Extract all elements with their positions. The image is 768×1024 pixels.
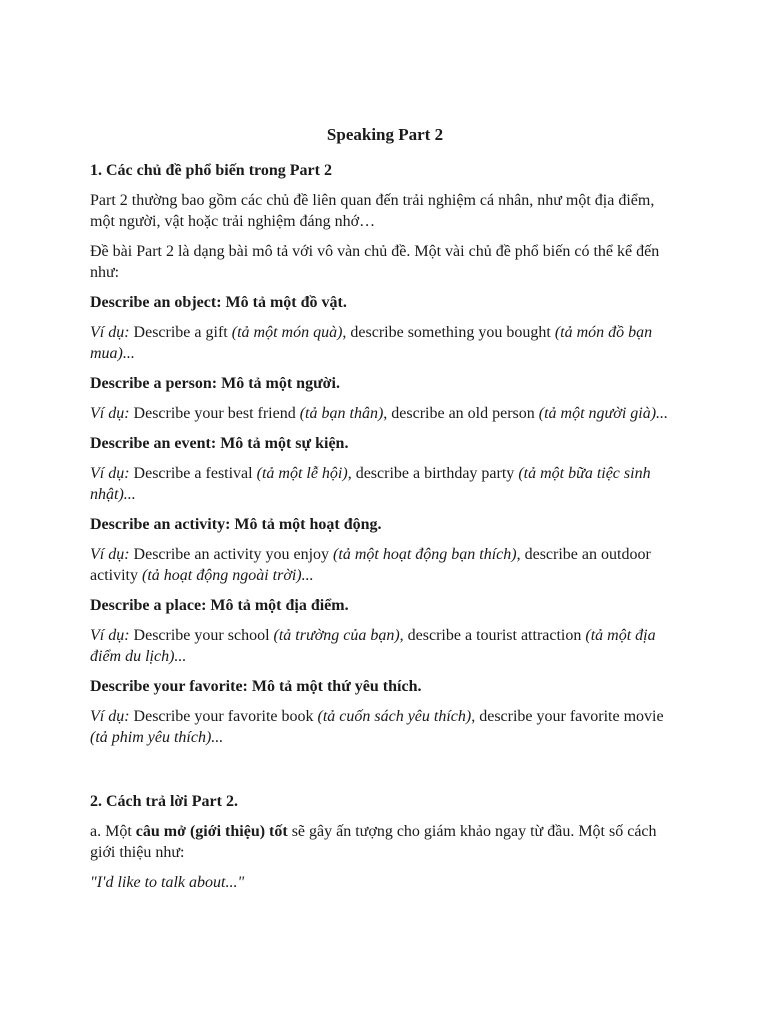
example-text: , describe your favorite movie <box>471 708 664 725</box>
topic-example-place <box>90 625 680 667</box>
example-translation: (tả hoạt động ngoài trời)... <box>141 567 314 584</box>
example-translation: (tả một bữa tiệc sinh nhật)... <box>90 465 651 503</box>
topic-heading-person: Describe a person: Mô tả một người. <box>90 375 340 392</box>
section-1-intro-2: Đề bài Part 2 là dạng bài mô tả với vô vàn chủ đề. Một vài chủ đề phổ biến có thể kể đến như: <box>90 243 660 281</box>
section-2-heading: 2. Cách trả lời Part 2. <box>90 793 238 810</box>
example-translation: (tả một người già)... <box>538 405 669 422</box>
example-text: , describe a tourist attraction <box>399 627 586 644</box>
topic-example-event <box>90 463 680 505</box>
topic-example-favorite <box>90 706 680 748</box>
example-label: Ví dụ: <box>90 324 130 341</box>
section-2-paragraph-a <box>90 821 680 863</box>
example-text: Describe your best friend <box>129 405 300 422</box>
example-translation: (tả một món quà) <box>231 324 343 341</box>
example-text: , describe an outdoor activity <box>90 546 651 584</box>
paragraph-a-rest: sẽ gây ấn tượng cho giám khảo ngay từ đầu. Một số cách giới thiệu như: <box>90 823 657 861</box>
paragraph-a-prefix: a. Một <box>90 823 136 840</box>
page-title: Speaking Part 2 <box>326 125 444 144</box>
section-1-heading <box>90 160 680 181</box>
example-label: Ví dụ: <box>90 465 130 482</box>
example-translation: (tả bạn thân) <box>299 405 384 422</box>
topic-example-person <box>90 403 680 424</box>
topic-heading-activity: Describe an activity: Mô tả một hoạt động. <box>90 516 382 533</box>
example-label: Ví dụ: <box>90 627 130 644</box>
section-1-heading-text: . Các chủ đề phổ biến trong Part 2 <box>98 162 332 179</box>
example-text: , describe a birthday party <box>347 465 519 482</box>
example-text: , describe something you bought <box>342 324 555 341</box>
topic-example-activity <box>90 544 680 586</box>
example-translation: (tả một địa điểm du lịch)... <box>90 627 656 665</box>
example-label: Ví dụ: <box>90 546 130 563</box>
section-2-quote <box>90 872 680 893</box>
section-1-number: 1 <box>90 162 98 179</box>
example-translation: (tả trường của bạn) <box>273 627 400 644</box>
section-1-intro-1: Part 2 thường bao gồm các chủ đề liên quan đến trải nghiệm cá nhân, như một địa điểm, một người, vật hoặc trải nghiệm đáng nhớ… <box>90 192 655 230</box>
example-text: Describe your school <box>129 627 274 644</box>
example-text: Describe a gift <box>129 324 232 341</box>
example-text: Describe a festival <box>129 465 257 482</box>
document-page <box>90 124 680 902</box>
example-text: Describe your favorite book <box>129 708 318 725</box>
example-text: , describe an old person <box>383 405 539 422</box>
paragraph-a-bold: câu mở (giới thiệu) tốt <box>135 823 288 840</box>
example-translation: (tả phim yêu thích)... <box>90 729 224 746</box>
example-label: Ví dụ: <box>90 405 130 422</box>
topic-heading-favorite: Describe your favorite: Mô tả một thứ yêu thích. <box>90 678 422 695</box>
example-translation: (tả món đồ bạn mua)... <box>90 324 653 362</box>
topic-heading-event: Describe an event: Mô tả một sự kiện. <box>90 435 349 452</box>
example-text: Describe an activity you enjoy <box>129 546 334 563</box>
quote-text: "I'd like to talk about..." <box>90 874 245 891</box>
example-translation: (tả cuốn sách yêu thích) <box>317 708 472 725</box>
topic-heading-place: Describe a place: Mô tả một địa điểm. <box>90 597 349 614</box>
example-translation: (tả một lễ hội) <box>256 465 348 482</box>
example-label: Ví dụ: <box>90 708 130 725</box>
example-translation: (tả một hoạt động bạn thích) <box>333 546 517 563</box>
topic-example-object <box>90 322 680 364</box>
topic-heading-object: Describe an object: Mô tả một đồ vật. <box>90 294 347 311</box>
